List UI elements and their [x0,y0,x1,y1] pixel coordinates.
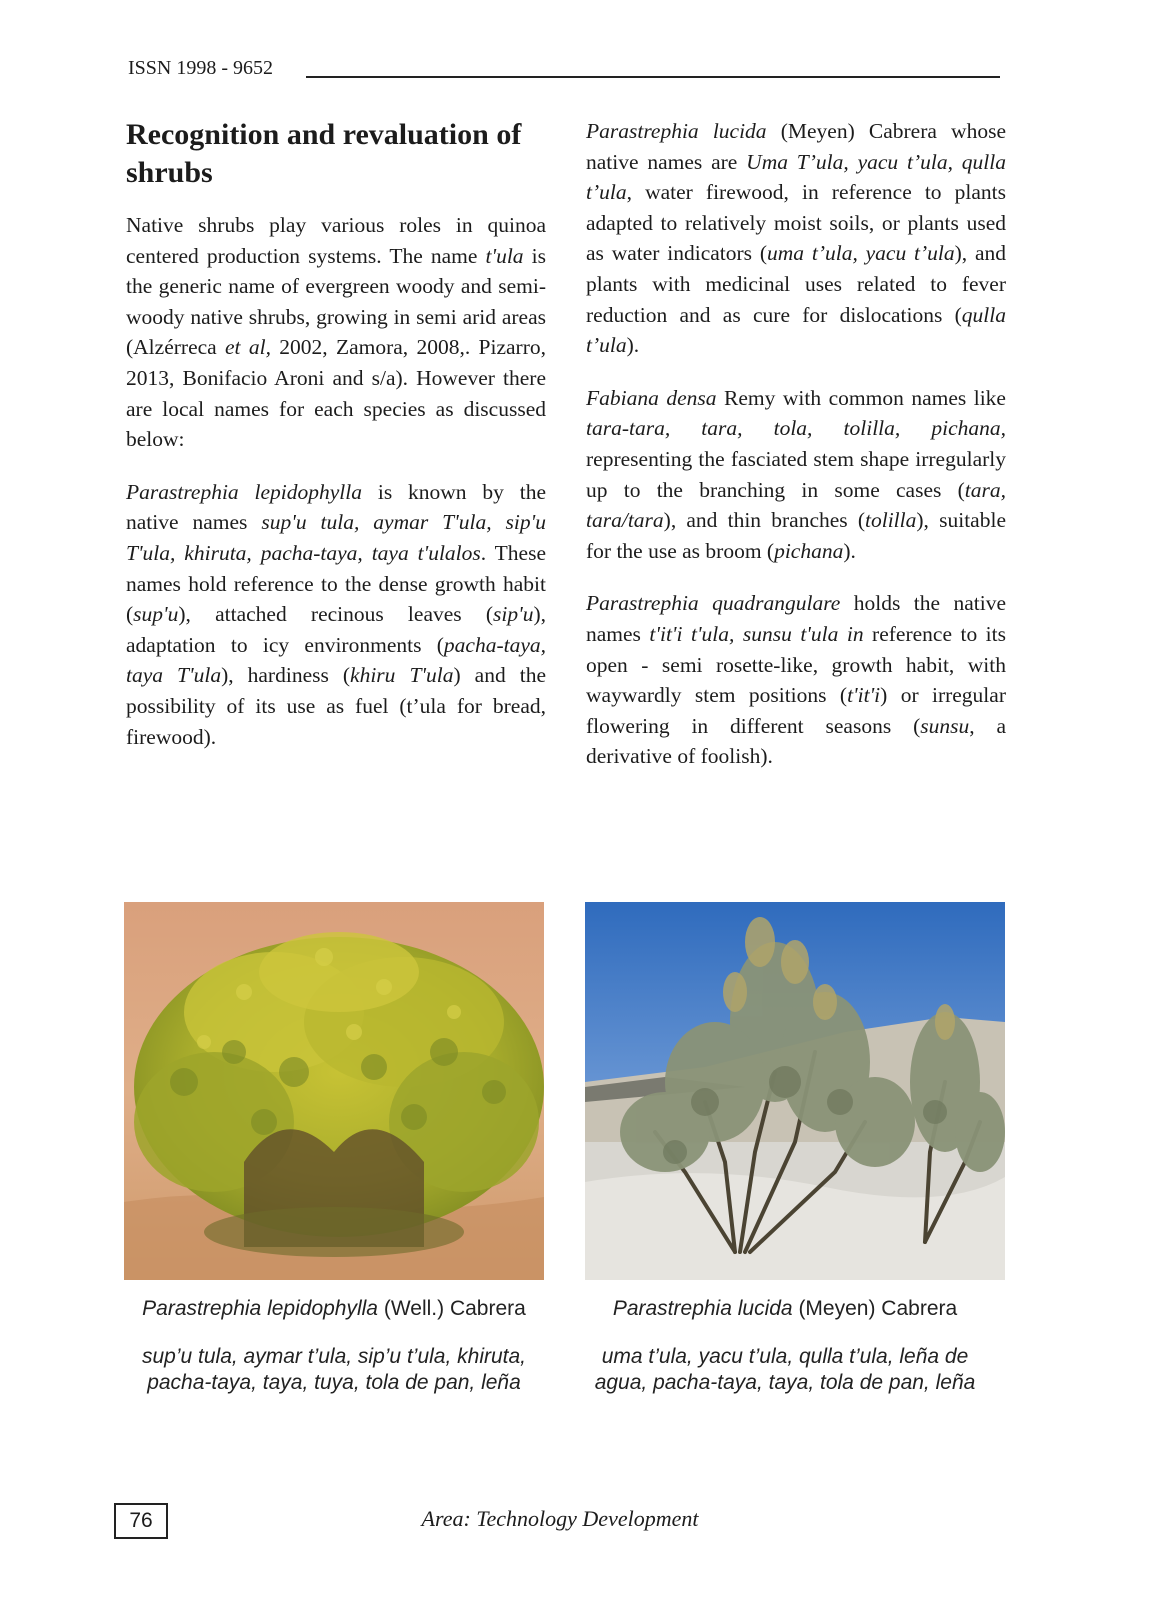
lepidophylla-paragraph: Parastrephia lepidophylla is known by the native names sup'u tula, aymar T'ula, sip'u T'ula, khiruta, pacha-taya, taya t'ulalos. These names hold reference to the dense growth habit (sup'u), attached recinous leaves (sip'u), adaptation to icy environments (pacha-taya, taya T'ula), hardiness (khiru T'ula) and the possibility of its use as fuel (t’ula for bread, firewood). [126,479,547,749]
italic-term: Parastrephia lepidophylla [126,479,362,504]
section-heading: Recognition and revaluation of shrubs [126,118,522,189]
italic-term: pichana [774,538,844,563]
intro-paragraph: Native shrubs play various roles in quinoa centered production systems. The name t'ula is the generic name of evergreen woody and semi-woody native shrubs, growing in semi arid areas (Alzérreca et al, 2002, Zamora, 2008,. Pizarro, 2013, Bonifacio Aroni and s/a). However there are local names for each species as discussed below: [126,213,547,452]
italic-term: t'ula [485,243,524,268]
left-figure-common-names [114,1344,554,1396]
italic-term: sunsu [920,713,970,738]
italic-term: tara, tara/tara [586,477,1006,533]
lucida-paragraph: Parastrephia lucida (Meyen) Cabrera whose native names are Uma T’ula, yacu t’ula, qulla t’ula, water firewood, in reference to plants adapted to relatively moist soils, or plants used as water indicators (uma t’ula, yacu t’ula), and plants with medicinal uses related to fever reduction and as cure for dislocations (qulla t’ula). [586,119,1007,358]
italic-term: pacha-taya, taya T'ula [126,632,546,688]
photo-parastrephia-lepidophylla [124,902,544,1280]
italic-term: sup'u tula, aymar T'ula, sip'u T'ula, khiruta, pacha-taya, taya t'ulalos [126,510,546,565]
italic-term: et al, [225,335,271,360]
fabiana-paragraph: Fabiana densa Remy with common names like tara-tara, tara, tola, tolilla, pichana, representing the fasciated stem shape irregularly up to the branching in some cases (tara, tara/tara), and thin branches (tolilla), suitable for the use as broom (pichana). [586,385,1006,563]
italic-term: qulla t’ula [586,302,1006,358]
italic-term: t'it'i [847,683,881,708]
italic-term: Uma T’ula, yacu t’ula, qulla t’ula [586,149,1006,205]
right-names-line-1: uma t’ula, yacu t’ula, qulla t’ula, leña de [601,1345,969,1368]
italic-term: Parastrephia lepidophylla [142,1297,378,1320]
italic-term: t'it'i t'ula, sunsu t'ula in [649,621,864,646]
page-number: 76 [114,1503,168,1539]
left-names-line-1: sup’u tula, aymar t’ula, sip’u t’ula, khiruta, [141,1345,527,1368]
italic-term: sip'u [493,602,534,627]
quadrangulare-paragraph: Parastrephia quadrangulare holds the native names t'it'i t'ula, sunsu t'ula in reference to its open - semi rosette-like, growth habit, with waywardly stem positions (t'it'i) or irregular flowering in different seasons (sunsu, a derivative of foolish). [586,591,1006,769]
italic-term: Parastrephia lucida [612,1297,793,1320]
italic-term: Parastrephia lucida [586,119,767,143]
right-figure-caption: Parastrephia lucida (Meyen) Cabrera [612,1297,958,1320]
photo-parastrephia-lucida [585,902,1005,1280]
page-header [128,56,1000,86]
header-rule [306,76,1000,78]
right-names-line-2: agua, pacha-taya, taya, tola de pan, leña [594,1371,976,1394]
left-figure-caption: Parastrephia lepidophylla (Well.) Cabrera [142,1297,526,1320]
italic-term: sup'u [133,602,179,627]
right-column [586,116,1006,794]
italic-term: tolilla [865,508,917,533]
footer-area: Area: Technology Development [421,1506,699,1531]
issn-label: ISSN 1998 - 9652 [128,57,274,79]
italic-term: Fabiana densa [586,385,717,410]
italic-term: uma t’ula, yacu t’ula [767,241,955,266]
right-figure-common-names [565,1344,1005,1396]
italic-term: tara-tara, tara, tola, tolilla, pichana, [586,416,1006,441]
left-names-line-2: pacha-taya, taya, tuya, tola de pan, leña [147,1371,521,1394]
left-column [126,116,546,774]
italic-term: Parastrephia quadrangulare [586,591,841,616]
italic-term: khiru T'ula [350,663,454,688]
